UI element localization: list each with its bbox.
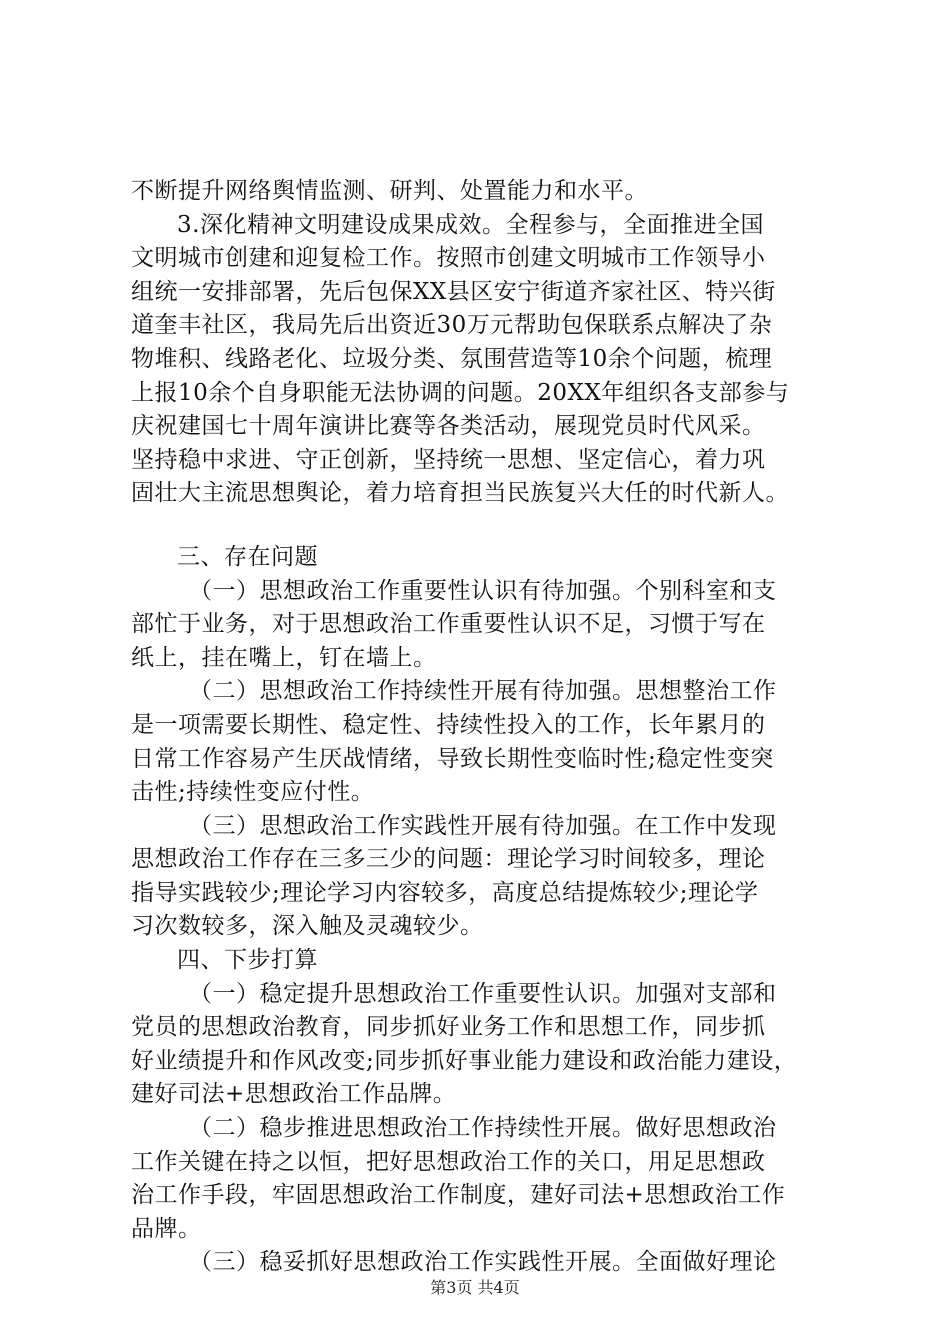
text-line: （一）思想政治工作重要性认识有待加强。个别科室和支 [189,577,777,604]
text-line: 坚持稳中求进、守正创新，坚持统一思想、坚定信心，着力巩 [131,446,766,473]
text-line: 工作关键在持之以恒，把好思想政治工作的关口，用足思想政 [131,1148,766,1175]
text-line: 物堆积、线路老化、垃圾分类、氛围营造等10余个问题，梳理 [131,345,773,372]
text-line: 好业绩提升和作风改变;同步抓好事业能力建设和政治能力建设， [131,1047,798,1074]
text-line: （三）稳妥抓好思想政治工作实践性开展。全面做好理论 [189,1249,777,1276]
text-line: 固壮大主流思想舆论，着力培育担当民族复兴大任的时代新人。 [131,480,789,507]
section-heading: 四、下步打算 [177,947,318,974]
section-heading: 三、存在问题 [177,543,318,570]
text-line: （二）思想政治工作持续性开展有待加强。思想整治工作 [189,678,777,705]
text-line: 庆祝建国七十周年演讲比赛等各类活动，展现党员时代风采。 [131,413,766,440]
text-line: 击性;持续性变应付性。 [131,779,375,806]
text-line: 纸上，挂在嘴上，钉在墙上。 [131,644,437,671]
text-line: （三）思想政治工作实践性开展有待加强。在工作中发现 [189,812,777,839]
document-body [131,175,851,1280]
page-footer [0,1278,950,1298]
text-line: 3.深化精神文明建设成果成效。全程参与，全面推进全国 [177,211,764,238]
text-line: 不断提升网络舆情监测、研判、处置能力和水平。 [131,178,648,204]
text-line: 指导实践较少;理论学习内容较多，高度总结提炼较少;理论学 [131,879,759,906]
text-line: 思想政治工作存在三多三少的问题：理论学习时间较多，理论 [131,846,766,873]
page-number: 第3页 共4页 [430,1278,520,1297]
text-line: 建好司法+思想政治工作品牌。 [131,1081,457,1108]
text-line: （二）稳步推进思想政治工作持续性开展。做好思想政治 [189,1115,777,1142]
text-line: 文明城市创建和迎复检工作。按照市创建文明城市工作领导小 [131,245,766,272]
text-line: 上报10余个自身职能无法协调的问题。20XX年组织各支部参与 [131,379,790,406]
text-line: 组统一安排部署，先后包保XX县区安宁街道齐家社区、特兴街 [131,278,776,305]
text-line: 道奎丰社区，我局先后出资近30万元帮助包保联系点解决了杂 [131,312,773,339]
text-line: 是一项需要长期性、稳定性、持续性投入的工作，长年累月的 [131,711,766,738]
text-line: （一）稳定提升思想政治工作重要性认识。加强对支部和 [189,980,777,1007]
paragraph-gap [131,511,851,541]
text-line: 品牌。 [131,1215,202,1242]
text-line: 部忙于业务，对于思想政治工作重要性认识不足，习惯于写在 [131,611,766,638]
text-line: 日常工作容易产生厌战情绪，导致长期性变临时性;稳定性变突 [131,745,774,772]
text-line: 习次数较多，深入触及灵魂较少。 [131,913,484,940]
text-line: 党员的思想政治教育，同步抓好业务工作和思想工作，同步抓 [131,1014,766,1041]
text-line: 治工作手段，牢固思想政治工作制度，建好司法+思想政治工作 [131,1182,786,1209]
